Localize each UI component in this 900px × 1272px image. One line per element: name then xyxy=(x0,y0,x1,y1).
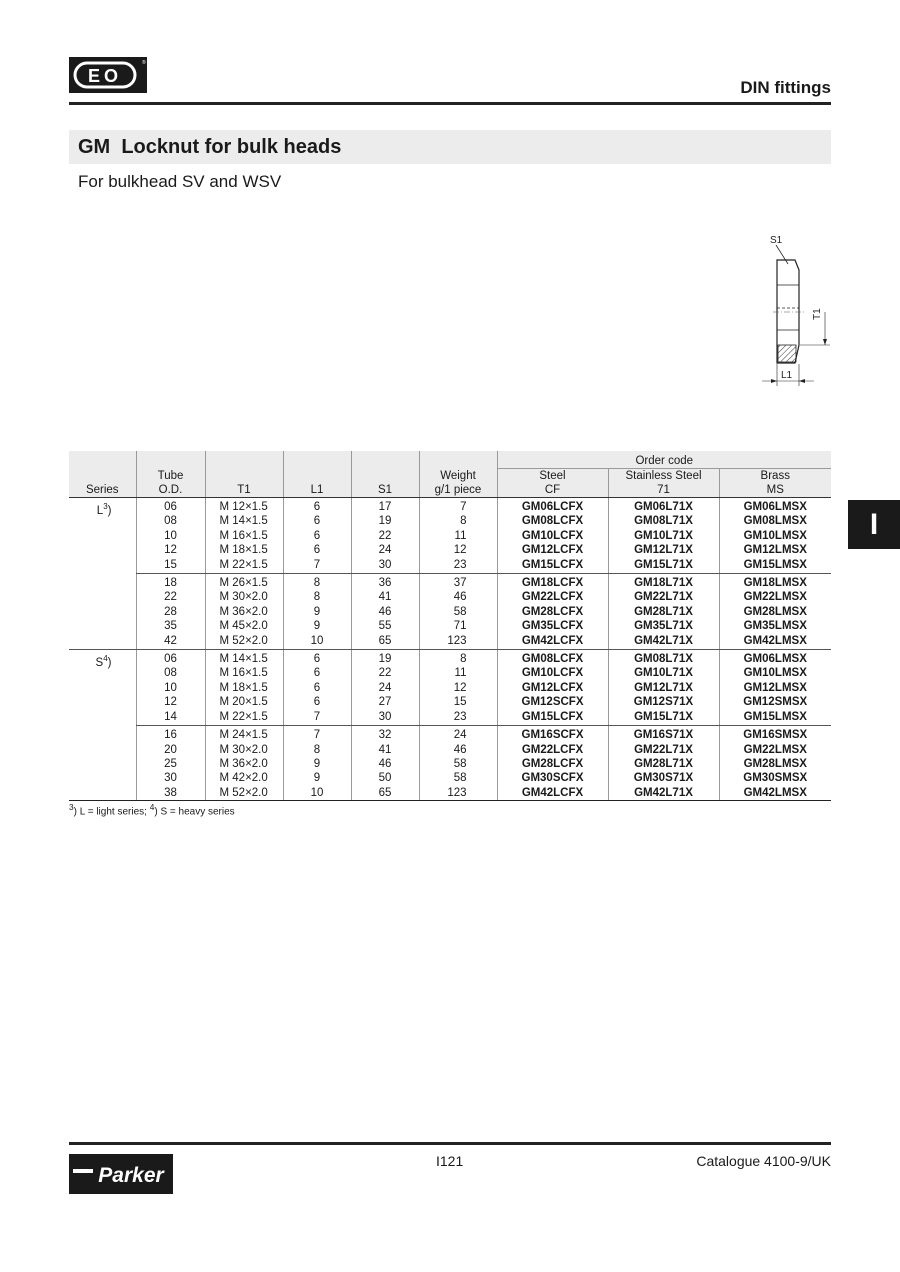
t1: M 52×2.0 xyxy=(205,786,283,801)
weight: 8 xyxy=(419,650,497,667)
ss-code: GM35L71X xyxy=(608,619,719,633)
parker-logo xyxy=(69,1154,173,1194)
s1: 50 xyxy=(351,771,419,785)
steel-code: GM08LCFX xyxy=(497,514,608,528)
t1-header: T1 xyxy=(205,483,283,498)
weight: 7 xyxy=(419,498,497,515)
s1-header: S1 xyxy=(351,483,419,498)
table-row xyxy=(69,726,831,743)
steel-code: GM30SCFX xyxy=(497,771,608,785)
ss-code: GM12L71X xyxy=(608,543,719,557)
l1: 7 xyxy=(283,710,351,726)
l1-label: L1 xyxy=(781,370,793,381)
table-row xyxy=(69,650,831,667)
s1: 30 xyxy=(351,558,419,574)
table-row xyxy=(69,634,831,650)
tube-od: 10 xyxy=(136,529,205,543)
steel-code: GM35LCFX xyxy=(497,619,608,633)
l1: 10 xyxy=(283,634,351,650)
t1: M 52×2.0 xyxy=(205,634,283,650)
header-rule xyxy=(69,102,831,105)
table-row xyxy=(69,543,831,557)
l1: 9 xyxy=(283,757,351,771)
brass-code: GM22LMSX xyxy=(719,743,831,757)
page-number: I121 xyxy=(436,1153,464,1169)
brass-code: GM28LMSX xyxy=(719,605,831,619)
brass-code: GM10LMSX xyxy=(719,529,831,543)
brass-code: GM42LMSX xyxy=(719,634,831,650)
ss-code: GM08L71X xyxy=(608,650,719,667)
weight: 23 xyxy=(419,558,497,574)
weight: 58 xyxy=(419,605,497,619)
ss-code: GM12L71X xyxy=(608,681,719,695)
weight: 46 xyxy=(419,590,497,604)
ss-code: GM10L71X xyxy=(608,529,719,543)
tube-od: 25 xyxy=(136,757,205,771)
weight: 12 xyxy=(419,543,497,557)
table-row xyxy=(69,514,831,528)
s1: 65 xyxy=(351,786,419,801)
footer-rule xyxy=(69,1142,831,1145)
table-row xyxy=(69,681,831,695)
ss-code: GM18L71X xyxy=(608,574,719,591)
table-row xyxy=(69,590,831,604)
weight: 58 xyxy=(419,757,497,771)
steel-code: GM12LCFX xyxy=(497,681,608,695)
steel-code: GM12SCFX xyxy=(497,695,608,709)
order-code-header: Order code xyxy=(497,451,831,469)
tube-od: 38 xyxy=(136,786,205,801)
brass-code: GM16SMSX xyxy=(719,726,831,743)
table-row xyxy=(69,498,831,515)
table-row xyxy=(69,771,831,785)
brass-code: GM06LMSX xyxy=(719,650,831,667)
brass-code: GM15LMSX xyxy=(719,558,831,574)
section-tab: I xyxy=(848,500,900,549)
t1: M 30×2.0 xyxy=(205,590,283,604)
table-row xyxy=(69,529,831,543)
l1: 8 xyxy=(283,743,351,757)
t1: M 16×1.5 xyxy=(205,666,283,680)
section-title: DIN fittings xyxy=(740,78,831,97)
tube-od: 22 xyxy=(136,590,205,604)
tube-od: 16 xyxy=(136,726,205,743)
s1: 41 xyxy=(351,743,419,757)
tube-od: 18 xyxy=(136,574,205,591)
brass-code: GM12LMSX xyxy=(719,681,831,695)
weight: 37 xyxy=(419,574,497,591)
t1: M 36×2.0 xyxy=(205,757,283,771)
weight: 11 xyxy=(419,666,497,680)
brass-code: GM35LMSX xyxy=(719,619,831,633)
eo-logo xyxy=(69,57,147,93)
brass-header-top: Brass xyxy=(719,469,831,484)
t1: M 45×2.0 xyxy=(205,619,283,633)
t1: M 14×1.5 xyxy=(205,514,283,528)
weight: 8 xyxy=(419,514,497,528)
locknut-diagram xyxy=(748,230,833,390)
t1: M 18×1.5 xyxy=(205,543,283,557)
brass-code: GM42LMSX xyxy=(719,786,831,801)
table-row xyxy=(69,710,831,726)
table-row xyxy=(69,666,831,680)
svg-text:®: ® xyxy=(142,60,146,66)
t1: M 42×2.0 xyxy=(205,771,283,785)
l1: 6 xyxy=(283,498,351,515)
s1: 65 xyxy=(351,634,419,650)
steel-code: GM12LCFX xyxy=(497,543,608,557)
tube-od: 08 xyxy=(136,514,205,528)
steel-code: GM42LCFX xyxy=(497,786,608,801)
ss-code: GM06L71X xyxy=(608,498,719,515)
l1: 9 xyxy=(283,619,351,633)
s1: 22 xyxy=(351,529,419,543)
table-row xyxy=(69,695,831,709)
s1: 32 xyxy=(351,726,419,743)
t1: M 12×1.5 xyxy=(205,498,283,515)
steel-code: GM22LCFX xyxy=(497,743,608,757)
weight: 123 xyxy=(419,786,497,801)
tube-od: 06 xyxy=(136,650,205,667)
table-row xyxy=(69,605,831,619)
ss-code: GM30S71X xyxy=(608,771,719,785)
eo-logo-text: EO xyxy=(87,66,123,86)
s1: 17 xyxy=(351,498,419,515)
l1: 6 xyxy=(283,543,351,557)
ss-code: GM08L71X xyxy=(608,514,719,528)
brass-code: GM18LMSX xyxy=(719,574,831,591)
brass-code: GM28LMSX xyxy=(719,757,831,771)
page-title: GM Locknut for bulk heads xyxy=(78,136,342,158)
steel-code: GM15LCFX xyxy=(497,558,608,574)
catalogue-number: Catalogue 4100-9/UK xyxy=(696,1153,831,1169)
l1: 7 xyxy=(283,558,351,574)
table-row xyxy=(69,619,831,633)
parker-logo-text: Parker xyxy=(98,1164,164,1187)
s1: 36 xyxy=(351,574,419,591)
tube-header-top: Tube xyxy=(136,469,205,484)
brass-code: GM30SMSX xyxy=(719,771,831,785)
weight: 123 xyxy=(419,634,497,650)
s1: 27 xyxy=(351,695,419,709)
ss-code: GM12S71X xyxy=(608,695,719,709)
l1: 8 xyxy=(283,574,351,591)
steel-code: GM22LCFX xyxy=(497,590,608,604)
l1: 6 xyxy=(283,666,351,680)
steel-header-top: Steel xyxy=(497,469,608,484)
series-label: $S^4$) xyxy=(69,650,136,801)
ss-code: GM10L71X xyxy=(608,666,719,680)
brass-code: GM22LMSX xyxy=(719,590,831,604)
weight: 24 xyxy=(419,726,497,743)
ss-code: GM15L71X xyxy=(608,558,719,574)
t1: M 24×1.5 xyxy=(205,726,283,743)
page-subtitle: For bulkhead SV and WSV xyxy=(78,172,282,191)
weight: 11 xyxy=(419,529,497,543)
tube-od: 15 xyxy=(136,558,205,574)
s1: 19 xyxy=(351,514,419,528)
series-label: $L^3$) xyxy=(69,498,136,650)
steel-code: GM16SCFX xyxy=(497,726,608,743)
s1: 22 xyxy=(351,666,419,680)
tube-od: 12 xyxy=(136,695,205,709)
steel-code: GM06LCFX xyxy=(497,498,608,515)
tube-od: 35 xyxy=(136,619,205,633)
brass-code: GM10LMSX xyxy=(719,666,831,680)
tube-od: 12 xyxy=(136,543,205,557)
weight: 12 xyxy=(419,681,497,695)
series-header: Series xyxy=(69,483,136,498)
table-row xyxy=(69,743,831,757)
s1: 55 xyxy=(351,619,419,633)
tube-header-bottom: O.D. xyxy=(136,483,205,498)
s1: 24 xyxy=(351,543,419,557)
l1: 6 xyxy=(283,514,351,528)
tube-od: 28 xyxy=(136,605,205,619)
ss-code: GM16S71X xyxy=(608,726,719,743)
s1-label: S1 xyxy=(770,235,783,246)
ss-code: GM22L71X xyxy=(608,590,719,604)
s1: 41 xyxy=(351,590,419,604)
footnote: $^3$) L = light series; $^4$) S = heavy series xyxy=(69,802,235,818)
s1: 30 xyxy=(351,710,419,726)
l1: 6 xyxy=(283,529,351,543)
brass-code: GM08LMSX xyxy=(719,514,831,528)
steel-code: GM15LCFX xyxy=(497,710,608,726)
weight: 46 xyxy=(419,743,497,757)
ss-code: GM15L71X xyxy=(608,710,719,726)
tube-od: 14 xyxy=(136,710,205,726)
ss-header-bottom: 71 xyxy=(608,483,719,498)
brass-code: GM15LMSX xyxy=(719,710,831,726)
ss-code: GM28L71X xyxy=(608,605,719,619)
steel-code: GM28LCFX xyxy=(497,605,608,619)
weight: 23 xyxy=(419,710,497,726)
s1: 24 xyxy=(351,681,419,695)
s1: 46 xyxy=(351,757,419,771)
weight: 58 xyxy=(419,771,497,785)
weight: 15 xyxy=(419,695,497,709)
steel-code: GM42LCFX xyxy=(497,634,608,650)
tube-od: 30 xyxy=(136,771,205,785)
s1: 19 xyxy=(351,650,419,667)
steel-code: GM10LCFX xyxy=(497,666,608,680)
table-body xyxy=(69,498,831,801)
t1: M 30×2.0 xyxy=(205,743,283,757)
ss-code: GM42L71X xyxy=(608,786,719,801)
weight: 71 xyxy=(419,619,497,633)
t1: M 16×1.5 xyxy=(205,529,283,543)
table-row xyxy=(69,757,831,771)
ss-code: GM22L71X xyxy=(608,743,719,757)
table-row xyxy=(69,558,831,574)
ss-code: GM42L71X xyxy=(608,634,719,650)
s1: 46 xyxy=(351,605,419,619)
tube-od: 06 xyxy=(136,498,205,515)
l1: 9 xyxy=(283,771,351,785)
steel-code: GM18LCFX xyxy=(497,574,608,591)
l1: 10 xyxy=(283,786,351,801)
steel-header-bottom: CF xyxy=(497,483,608,498)
l1-header: L1 xyxy=(283,483,351,498)
brass-code: GM12LMSX xyxy=(719,543,831,557)
l1: 6 xyxy=(283,650,351,667)
weight-header-top: Weight xyxy=(419,469,497,484)
l1: 7 xyxy=(283,726,351,743)
t1: M 18×1.5 xyxy=(205,681,283,695)
table-row xyxy=(69,786,831,801)
tube-od: 10 xyxy=(136,681,205,695)
tube-od: 42 xyxy=(136,634,205,650)
brass-header-bottom: MS xyxy=(719,483,831,498)
l1: 6 xyxy=(283,695,351,709)
steel-code: GM10LCFX xyxy=(497,529,608,543)
t1: M 36×2.0 xyxy=(205,605,283,619)
brass-code: GM06LMSX xyxy=(719,498,831,515)
weight-header-bottom: g/1 piece xyxy=(419,483,497,498)
tube-od: 08 xyxy=(136,666,205,680)
l1: 8 xyxy=(283,590,351,604)
t1: M 22×1.5 xyxy=(205,710,283,726)
brass-code: GM12SMSX xyxy=(719,695,831,709)
t1: M 14×1.5 xyxy=(205,650,283,667)
steel-code: GM28LCFX xyxy=(497,757,608,771)
locknut-table xyxy=(69,451,831,801)
steel-code: GM08LCFX xyxy=(497,650,608,667)
ss-header-top: Stainless Steel xyxy=(608,469,719,484)
l1: 6 xyxy=(283,681,351,695)
tube-od: 20 xyxy=(136,743,205,757)
table-row xyxy=(69,574,831,591)
ss-code: GM28L71X xyxy=(608,757,719,771)
l1: 9 xyxy=(283,605,351,619)
t1: M 22×1.5 xyxy=(205,558,283,574)
t1: M 26×1.5 xyxy=(205,574,283,591)
t1-label: T1 xyxy=(812,308,823,320)
t1: M 20×1.5 xyxy=(205,695,283,709)
